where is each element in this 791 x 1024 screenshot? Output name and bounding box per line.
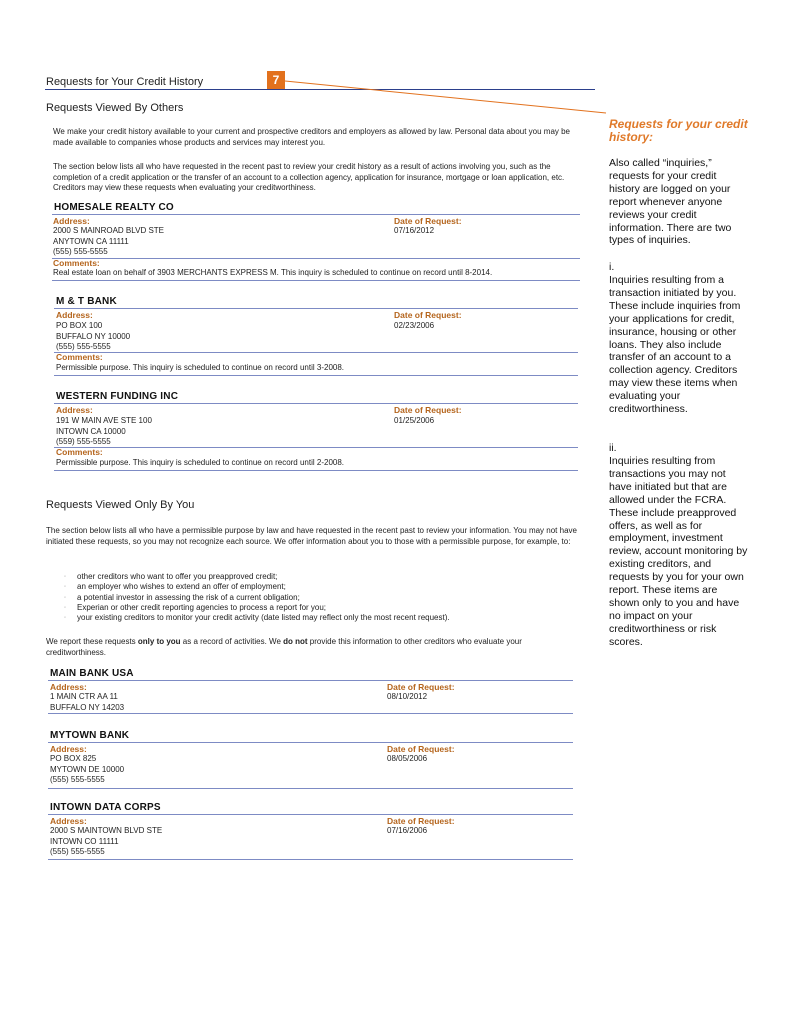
entry-rule	[48, 742, 573, 743]
entry-rule	[52, 214, 580, 215]
entry-rule	[54, 403, 578, 404]
date-label: Date of Request:	[394, 216, 462, 226]
list-item: ◦ an employer who wishes to extend an offer of employment;	[64, 582, 286, 592]
bullet-icon: ◦	[64, 604, 67, 611]
entry-rule	[48, 814, 573, 815]
bullet-icon: ◦	[64, 574, 67, 580]
sidebar-intro: Also called “inquiries,” requests for your credit history are logged on your report whenever anyone reviews your credit information. There are two types of inquiries.	[609, 157, 732, 247]
date-value: 08/10/2012	[387, 692, 428, 701]
address-label: Address:	[50, 816, 87, 826]
date-value: 08/05/2006	[387, 754, 428, 763]
bullet-icon: ◦	[64, 615, 67, 622]
sidebar-heading: Requests for your credit history:	[609, 117, 748, 144]
inquiry-name: WESTERN FUNDING INC	[56, 391, 179, 402]
entry-rule	[52, 258, 580, 259]
address-value: PO BOX 825 MYTOWN DE 10000 (555) 555-5555	[50, 754, 125, 784]
address-value: 1 MAIN CTR AA 11 BUFFALO NY 14203	[50, 692, 125, 712]
bullet-icon: ◦	[64, 584, 67, 591]
date-value: 07/16/2012	[394, 226, 435, 235]
inquiry-name: MAIN BANK USA	[50, 668, 134, 679]
address-label: Address:	[50, 744, 87, 754]
date-label: Date of Request:	[387, 816, 455, 826]
date-label: Date of Request:	[394, 310, 462, 320]
page-title: Requests for Your Credit History	[46, 76, 204, 88]
callout-badge: 7	[267, 71, 285, 89]
entry-rule	[48, 680, 573, 681]
date-value: 01/25/2006	[394, 416, 435, 425]
address-value: 191 W MAIN AVE STE 100 INTOWN CA 10000 (559) 555-5555	[56, 416, 152, 446]
date-value: 02/23/2006	[394, 321, 435, 330]
entry-rule	[54, 447, 578, 448]
inquiry-name: MYTOWN BANK	[50, 730, 130, 741]
address-label: Address:	[53, 216, 90, 226]
entry-rule	[54, 352, 578, 353]
entry-rule	[48, 713, 573, 714]
comments-value: Permissible purpose. This inquiry is scheduled to continue on record until 3-2008.	[56, 363, 345, 372]
address-value: PO BOX 100 BUFFALO NY 10000 (555) 555-5555	[56, 321, 131, 351]
list-item: ◦ other creditors who want to offer you preapproved credit;	[64, 572, 278, 581]
others-intro: We make your credit history available to your current and prospective creditors and employers as allowed by law. Personal data about you may be made available to companies whose products and services may interest you.	[53, 127, 571, 147]
address-label: Address:	[50, 682, 87, 692]
comments-label: Comments:	[53, 258, 100, 268]
sidebar-paragraph-initiated: Inquiries resulting from a transaction initiated by you. These include inquiries from your applications for credit, insurance, housing or other loans. They also include transfer of an account to a collection agency. Creditors may view these items when evaluating your creditworthiness.	[609, 274, 741, 416]
address-label: Address:	[56, 310, 93, 320]
list-item: ◦ a potential investor in assessing the risk of a current obligation;	[64, 592, 300, 602]
address-value: 2000 S MAINROAD BLVD STE ANYTOWN CA 11111 (555) 555-5555	[53, 226, 164, 256]
bullet-icon: ◦	[64, 594, 67, 601]
list-item: ◦ your existing creditors to monitor your credit activity (date listed may reflect only the most recent request).	[64, 613, 450, 623]
inquiry-name: HOMESALE REALTY CO	[54, 202, 174, 213]
comments-value: Permissible purpose. This inquiry is scheduled to continue on record until 2-2008.	[56, 458, 345, 467]
inquiry-name: INTOWN DATA CORPS	[50, 802, 161, 813]
date-label: Date of Request:	[394, 405, 462, 415]
entry-rule	[54, 308, 578, 309]
sidebar-item-number: ii.	[609, 442, 617, 454]
address-label: Address:	[56, 405, 93, 415]
address-value: 2000 S MAINTOWN BLVD STE INTOWN CO 11111 (555) 555-5555	[50, 826, 163, 856]
comments-value: Real estate loan on behalf of 3903 MERCHANTS EXPRESS M. This inquiry is scheduled to continue on record until 8-2014.	[53, 268, 493, 277]
comments-label: Comments:	[56, 352, 103, 362]
entry-rule	[48, 859, 573, 860]
comments-label: Comments:	[56, 447, 103, 457]
date-label: Date of Request:	[387, 744, 455, 754]
list-item: ◦ Experian or other credit reporting agencies to process a report for you;	[64, 602, 327, 612]
inquiry-name: M & T BANK	[56, 296, 117, 307]
date-value: 07/16/2006	[387, 826, 428, 835]
entry-rule	[52, 280, 580, 281]
entry-rule	[54, 375, 578, 376]
entry-rule	[54, 470, 578, 471]
entry-rule	[48, 788, 573, 789]
you-note: We report these requests only to you as a record of activities. We do not provide this information to other creditors who evaluate your creditworthiness.	[46, 637, 522, 657]
others-description: The section below lists all who have requested in the recent past to review your credit history as a result of actions involving you, such as the completion of a credit application or the transfer of an account to a collection agency, application for insurance, mortgage or loan application, etc. Creditors may view these requests when evaluating your creditworthiness.	[53, 162, 565, 192]
date-label: Date of Request:	[387, 682, 455, 692]
you-description: The section below lists all who have a permissible purpose by law and have requested in the recent past to review your information. You may not have initiated these requests, so you may not recognize each source. We offer information about you to those with a permissible purpose, for example, to:	[46, 526, 577, 546]
sidebar-item-number: i.	[609, 261, 615, 273]
purpose-list	[64, 572, 564, 623]
you-section-title: Requests Viewed Only By You	[46, 499, 195, 511]
sidebar-paragraph-not-initiated: Inquiries resulting from transactions you may not have initiated but that are allowed under the FCRA. These include preapproved offers, as well as for employment, investment review, account monitoring by existing creditors, and requests by you for your own report. These items are shown only to you and have no impact on your creditworthiness or risk scores.	[609, 455, 748, 648]
others-section-title: Requests Viewed By Others	[46, 102, 184, 114]
